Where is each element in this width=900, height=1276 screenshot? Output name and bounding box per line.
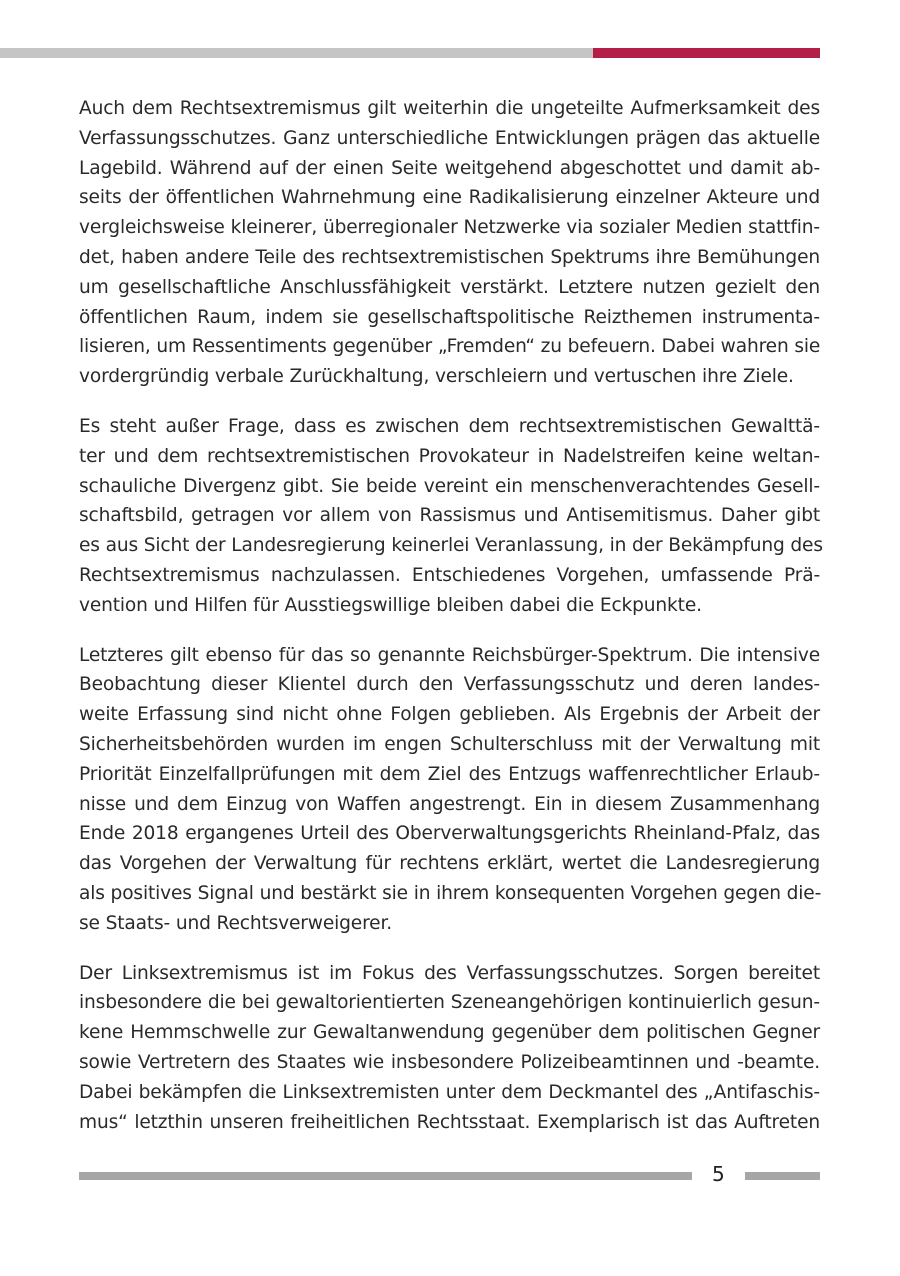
text-line: vergleichsweise kleinerer, überregionaler Netzwerke via sozialer Medien stattfin-	[79, 217, 820, 239]
text-line: Letzteres gilt ebenso für das so genannte Reichsbürger-Spektrum. Die intensive	[79, 644, 820, 666]
text-line: Beobachtung dieser Klientel durch den Verfassungsschutz und deren landes-	[79, 674, 820, 696]
paragraph-linksextremismus	[79, 959, 820, 1138]
text-line: vordergründig verbale Zurückhaltung, verschleiern und vertuschen ihre Ziele.	[79, 366, 794, 388]
text-line: Sicherheitsbehörden wurden im engen Schulterschluss mit der Verwaltung mit	[79, 733, 820, 755]
header-decorative-bar	[0, 48, 820, 58]
text-line: öffentlichen Raum, indem sie gesellschaftspolitische Reizthemen instrumenta-	[79, 306, 820, 328]
footer-bar-right	[745, 1172, 820, 1180]
paragraph-reichsbuerger	[79, 641, 820, 939]
text-line: um gesellschaftliche Anschlussfähigkeit verstärkt. Letztere nutzen gezielt den	[79, 276, 820, 298]
text-line: Rechtsextremismus nachzulassen. Entschiedenes Vorgehen, umfassende Prä-	[79, 564, 820, 586]
text-line: ter und dem rechtsextremistischen Provokateur in Nadelstreifen keine weltan-	[79, 445, 820, 467]
text-line: Dabei bekämpfen die Linksextremisten unter dem Deckmantel des „Antifaschis-	[79, 1081, 820, 1103]
text-line: sowie Vertretern des Staates wie insbesondere Polizeibeamtinnen und -beamte.	[79, 1051, 820, 1073]
text-line: Lagebild. Während auf der einen Seite weitgehend abgeschottet und damit ab-	[79, 157, 820, 179]
text-line: schaftsbild, getragen vor allem von Rassismus und Antisemitismus. Daher gibt	[79, 505, 820, 527]
page-number: 5	[712, 1162, 725, 1186]
text-line: vention und Hilfen für Ausstiegswillige bleiben dabei die Eckpunkte.	[79, 594, 702, 616]
text-line: als positives Signal und bestärkt sie in ihrem konsequenten Vorgehen gegen die-	[79, 882, 822, 904]
footer-bar-left	[79, 1172, 692, 1180]
page-body	[79, 94, 823, 1157]
text-line: schauliche Divergenz gibt. Sie beide vereint ein menschenverachtendes Gesell-	[79, 475, 820, 497]
text-line: das Vorgehen der Verwaltung für rechtens erklärt, wertet die Landesregierung	[79, 853, 820, 875]
header-bar-gray-segment	[0, 48, 593, 58]
text-line: Ende 2018 ergangenes Urteil des Oberverwaltungsgerichts Rheinland-Pfalz, das	[79, 823, 820, 845]
text-line: Es steht außer Frage, dass es zwischen dem rechtsextremistischen Gewalttä-	[79, 415, 820, 437]
paragraph-gewalttaeter	[79, 412, 823, 621]
paragraph-rechtsextremismus	[79, 94, 820, 392]
text-line: det, haben andere Teile des rechtsextremistischen Spektrums ihre Bemühungen	[79, 246, 820, 268]
text-line: insbesondere die bei gewaltorientierten Szeneangehörigen kontinuierlich gesun-	[79, 992, 820, 1014]
text-line: seits der öffentlichen Wahrnehmung eine Radikalisierung einzelner Akteure und	[79, 187, 820, 209]
text-line: Auch dem Rechtsextremismus gilt weiterhin die ungeteilte Aufmerksamkeit des	[79, 98, 820, 119]
text-line: se Staats- und Rechtsverweigerer.	[79, 912, 393, 934]
header-bar-accent-segment	[593, 48, 820, 58]
text-line: weite Erfassung sind nicht ohne Folgen geblieben. Als Ergebnis der Arbeit der	[79, 704, 820, 726]
text-line: nisse und dem Einzug von Waffen angestrengt. Ein in diesem Zusammenhang	[79, 793, 820, 815]
page-footer	[79, 1158, 820, 1190]
text-line: Verfassungsschutzes. Ganz unterschiedliche Entwicklungen prägen das aktuelle	[79, 127, 820, 149]
text-line: kene Hemmschwelle zur Gewaltanwendung gegenüber dem politischen Gegner	[79, 1022, 820, 1044]
text-line: Der Linksextremismus ist im Fokus des Verfassungsschutzes. Sorgen bereitet	[79, 962, 820, 984]
text-line: Priorität Einzelfallprüfungen mit dem Ziel des Entzugs waffenrechtlicher Erlaub-	[79, 763, 820, 785]
text-line: mus“ letzthin unseren freiheitlichen Rechtsstaat. Exemplarisch ist das Auftreten	[79, 1111, 820, 1133]
text-line: es aus Sicht der Landesregierung keinerlei Veranlassung, in der Bekämpfung des	[79, 535, 823, 557]
text-line: lisieren, um Ressentiments gegenüber „Fremden“ zu befeuern. Dabei wahren sie	[79, 336, 821, 358]
